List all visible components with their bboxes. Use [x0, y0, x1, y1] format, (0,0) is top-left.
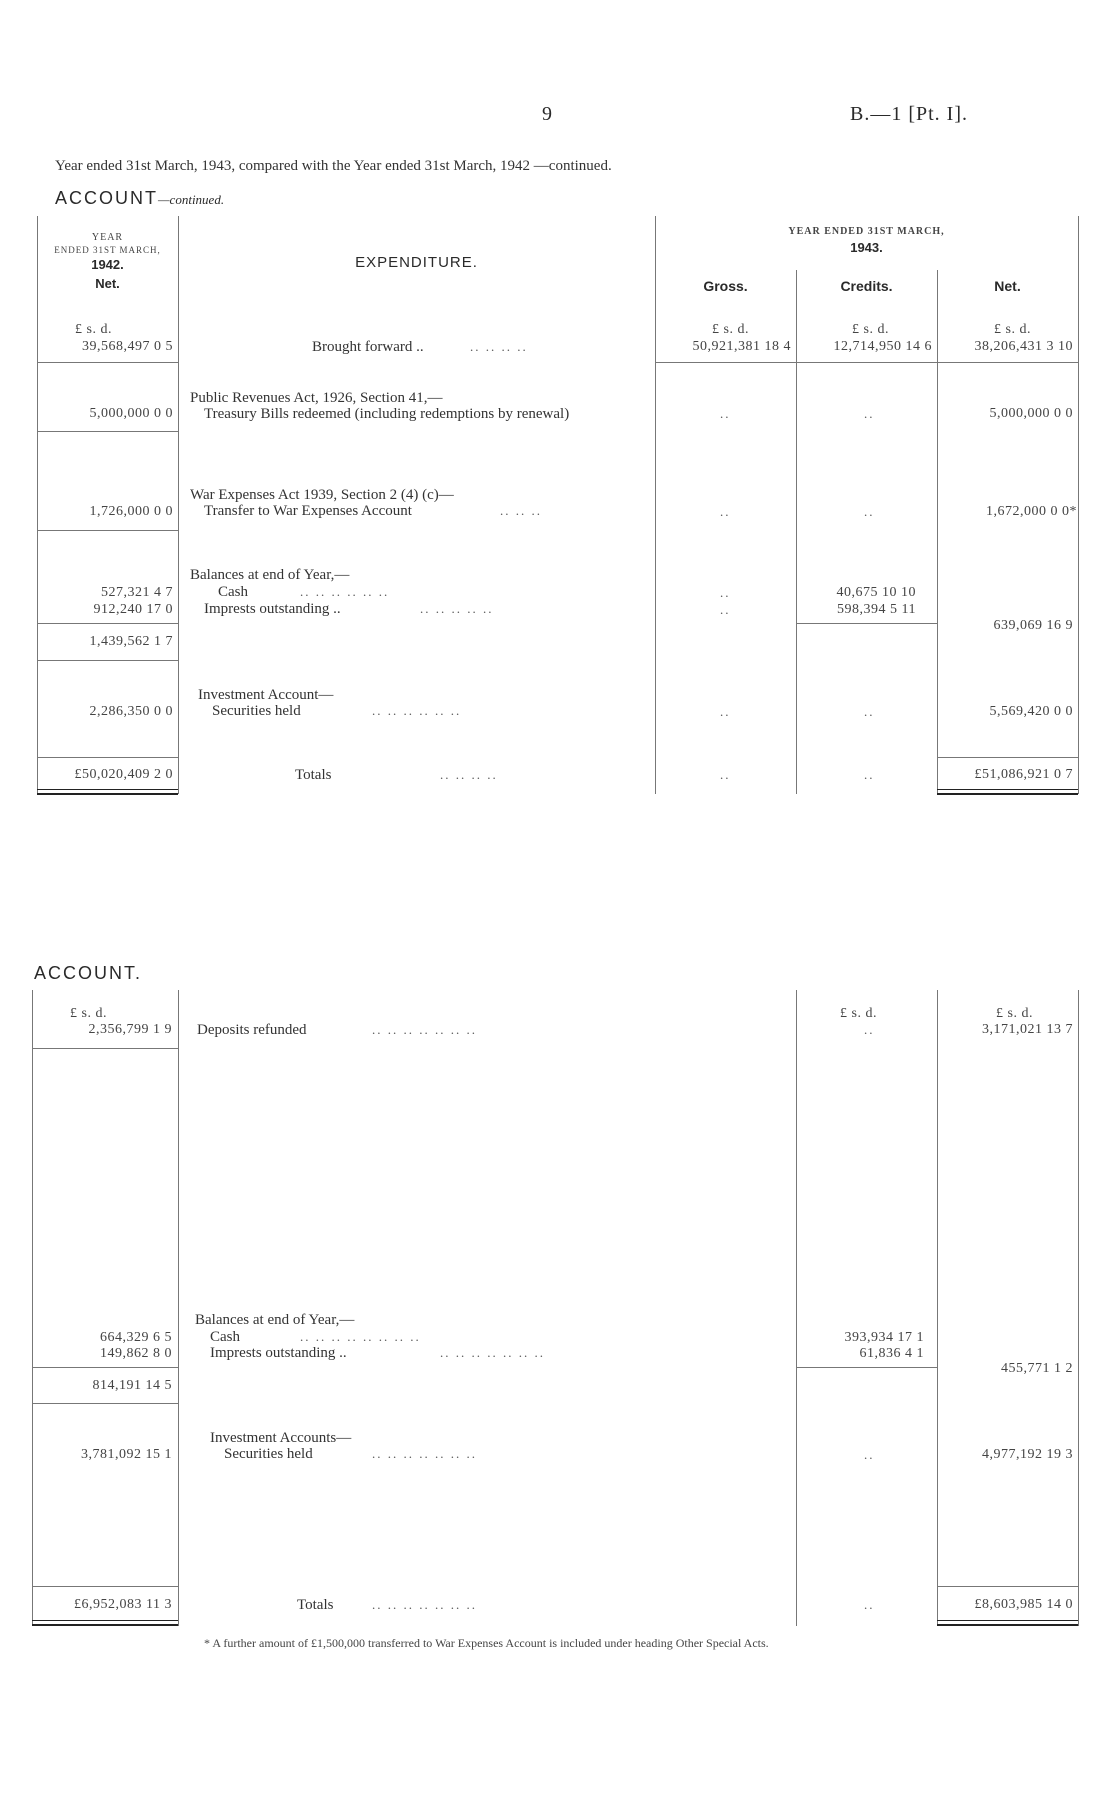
row-sublabel: Treasury Bills redeemed (including redemptions by renewal)	[204, 406, 570, 422]
prev-value: 2,286,350 0 0	[89, 704, 173, 719]
divider	[1078, 216, 1079, 794]
net-total: £8,603,985 14 0	[974, 1597, 1073, 1612]
leader-dots: .. .. .. ..	[440, 767, 498, 782]
leader-dots: .. .. .. .. .. ..	[372, 703, 462, 718]
double-rule	[32, 1620, 178, 1626]
divider	[796, 990, 797, 1626]
imprests-label: Imprests outstanding ..	[210, 1345, 347, 1361]
imprests-prev-value: 149,862 8 0	[100, 1346, 172, 1361]
rule	[655, 362, 1078, 363]
totals-label: Totals	[295, 767, 332, 783]
col-gross: Gross.	[703, 278, 748, 294]
leader-dots: .. .. .. .. .. .. ..	[372, 1597, 477, 1612]
divider	[178, 216, 179, 794]
leader-dots: .. .. .. .. .. .. .. ..	[300, 1329, 421, 1344]
row-label: War Expenses Act 1939, Section 2 (4) (c)—	[190, 487, 454, 503]
totals-label: Totals	[297, 1597, 334, 1613]
rule	[32, 1367, 178, 1368]
rule	[37, 623, 178, 624]
col-prev-year: 1942.	[91, 257, 124, 272]
units-net: £ s. d.	[996, 1006, 1033, 1021]
units-credits: £ s. d.	[852, 322, 889, 337]
gross-value: 50,921,381 18 4	[692, 339, 791, 354]
net-total: £51,086,921 0 7	[974, 767, 1073, 782]
credits-value: ..	[864, 704, 875, 719]
prev-value: 39,568,497 0 5	[82, 339, 173, 354]
top-section-suffix: —continued.	[158, 192, 225, 207]
divider	[32, 990, 33, 1626]
row-label: Investment Account—	[198, 687, 334, 703]
divider	[937, 990, 938, 1626]
row-label: Brought forward ..	[312, 339, 424, 355]
rule	[937, 1586, 1078, 1587]
net-value: 38,206,431 3 10	[974, 339, 1073, 354]
net-value: 1,672,000 0 0*	[986, 504, 1077, 519]
units-prev: £ s. d.	[70, 1006, 107, 1021]
double-rule	[937, 789, 1078, 795]
row-label: Balances at end of Year,—	[190, 567, 350, 583]
cash-credits-value: 393,934 17 1	[844, 1330, 924, 1345]
net-value: 455,771 1 2	[1001, 1361, 1073, 1376]
col-curr-year: 1943.	[850, 240, 883, 255]
imprests-label: Imprests outstanding ..	[204, 601, 341, 617]
units-gross: £ s. d.	[712, 322, 749, 337]
col-credits: Credits.	[840, 278, 893, 294]
gross-value: ..	[720, 767, 731, 782]
cash-label: Cash	[210, 1329, 240, 1345]
rule	[32, 1586, 178, 1587]
net-value: 639,069 16 9	[993, 618, 1073, 633]
cash-prev-value: 664,329 6 5	[100, 1330, 172, 1345]
divider	[178, 990, 179, 1626]
page-number: 9	[542, 103, 552, 125]
leader-dots: .. .. .. .. ..	[420, 601, 494, 616]
credits-value: ..	[864, 767, 875, 782]
leader-dots: .. .. ..	[500, 503, 542, 518]
col-curr-header: YEAR ENDED 31ST MARCH,	[788, 226, 945, 237]
page-subtitle: Year ended 31st March, 1943, compared with the Year ended 31st March, 1942 —continued.	[55, 158, 612, 174]
top-section-title	[55, 188, 224, 209]
imprests-prev-value: 912,240 17 0	[93, 602, 173, 617]
col-prev-line1: YEAR	[91, 232, 124, 243]
row-label: Balances at end of Year,—	[195, 1312, 355, 1328]
cash-label: Cash	[218, 584, 248, 600]
rule	[37, 530, 178, 531]
rule	[937, 757, 1078, 758]
total-prev-value: 1,439,562 1 7	[89, 634, 173, 649]
net-value: 3,171,021 13 7	[982, 1022, 1073, 1037]
prev-value: 3,781,092 15 1	[81, 1447, 172, 1462]
gross-value: ..	[720, 406, 731, 421]
prev-value: 1,726,000 0 0	[89, 504, 173, 519]
net-value: 5,000,000 0 0	[989, 406, 1073, 421]
net-value: 5,569,420 0 0	[989, 704, 1073, 719]
imprests-gross-value: ..	[720, 602, 731, 617]
credits-value: ..	[864, 1447, 875, 1462]
credits-value: ..	[864, 1597, 875, 1612]
cash-prev-value: 527,321 4 7	[101, 585, 173, 600]
credits-value: 12,714,950 14 6	[833, 339, 932, 354]
row-label: Deposits refunded	[197, 1022, 307, 1038]
gross-value: ..	[720, 704, 731, 719]
rule	[32, 1403, 178, 1404]
prev-value: 5,000,000 0 0	[89, 406, 173, 421]
units-net: £ s. d.	[994, 322, 1031, 337]
imprests-credits-value: 61,836 4 1	[859, 1346, 924, 1361]
cash-gross-value: ..	[720, 585, 731, 600]
units-credits: £ s. d.	[840, 1006, 877, 1021]
credits-value: ..	[864, 504, 875, 519]
col-prev-net: Net.	[95, 276, 120, 291]
col-net: Net.	[994, 278, 1021, 294]
row-sublabel: Transfer to War Expenses Account	[204, 503, 412, 519]
leader-dots: .. .. .. .. .. .. ..	[372, 1446, 477, 1461]
page-reference: B.—1 [Pt. I].	[850, 103, 968, 125]
total-prev-value: 814,191 14 5	[92, 1378, 172, 1393]
leader-dots: .. .. .. .. .. ..	[300, 584, 390, 599]
leader-dots: .. .. .. ..	[470, 339, 528, 354]
leader-dots: .. .. .. .. .. .. ..	[440, 1345, 545, 1360]
prev-total: £6,952,083 11 3	[74, 1597, 172, 1612]
row-label: Public Revenues Act, 1926, Section 41,—	[190, 390, 443, 406]
rule	[37, 431, 178, 432]
row-label: Investment Accounts—	[210, 1430, 352, 1446]
divider	[655, 216, 656, 794]
rule	[37, 660, 178, 661]
footnote: * A further amount of £1,500,000 transferred to War Expenses Account is included under heading Other Special Acts.	[204, 1636, 769, 1650]
rule	[37, 362, 178, 363]
gross-value: ..	[720, 504, 731, 519]
bottom-section-title: ACCOUNT.	[34, 963, 143, 983]
prev-value: 2,356,799 1 9	[88, 1022, 172, 1037]
rule	[796, 1367, 937, 1368]
cash-credits-value: 40,675 10 10	[836, 585, 916, 600]
row-sublabel: Securities held	[212, 703, 301, 719]
double-rule	[37, 789, 178, 795]
imprests-credits-value: 598,394 5 11	[837, 602, 916, 617]
rule	[796, 623, 937, 624]
rule	[32, 1048, 178, 1049]
top-section-title-text: ACCOUNT	[55, 188, 158, 208]
col-expenditure: EXPENDITURE.	[355, 254, 478, 271]
credits-value: ..	[864, 406, 875, 421]
credits-value: ..	[864, 1022, 875, 1037]
row-sublabel: Securities held	[224, 1446, 313, 1462]
divider	[1078, 990, 1079, 1626]
leader-dots: .. .. .. .. .. .. ..	[372, 1022, 477, 1037]
rule	[37, 757, 178, 758]
prev-total: £50,020,409 2 0	[74, 767, 173, 782]
units-prev: £ s. d.	[75, 322, 112, 337]
col-prev-line2: ENDED 31ST MARCH,	[54, 245, 161, 255]
net-value: 4,977,192 19 3	[982, 1447, 1073, 1462]
double-rule	[937, 1620, 1078, 1626]
